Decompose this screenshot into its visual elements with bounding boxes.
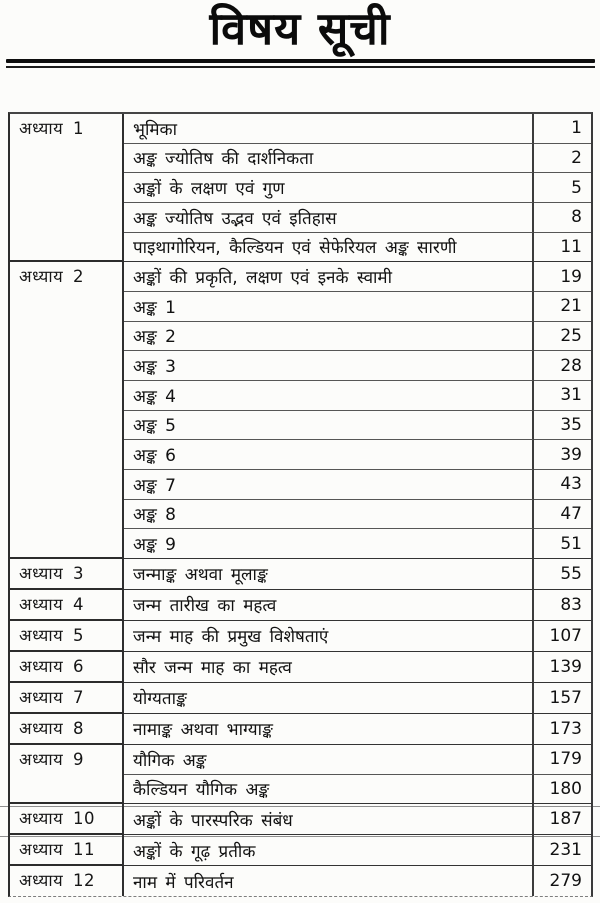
chapter-label: अध्याय 9 — [19, 749, 84, 769]
page-number: 21 — [560, 296, 582, 317]
page-number-cell — [534, 683, 591, 714]
chapter-cell — [10, 262, 124, 559]
page-number: 31 — [560, 385, 582, 406]
chapter-cell — [10, 652, 124, 683]
topic-text: अङ्क 3 — [133, 357, 176, 378]
topic-text: अङ्कों के लक्षण एवं गुण — [133, 179, 285, 200]
page-number-cell — [534, 835, 591, 866]
topic-text: अङ्क 5 — [133, 416, 176, 437]
page-number-cell — [534, 804, 591, 835]
page-number-cell — [534, 775, 591, 805]
page-number-cell — [534, 233, 591, 263]
page-number-cell — [534, 652, 591, 683]
page-number: 107 — [549, 625, 582, 646]
chapter-label: अध्याय 7 — [19, 687, 84, 707]
page-number-cell — [534, 322, 591, 352]
topic-cell — [124, 144, 534, 174]
topic-text: अङ्क 6 — [133, 446, 176, 467]
topic-text: अङ्कों की प्रकृति, लक्षण एवं इनके स्वामी — [133, 268, 392, 289]
chapter-cell — [10, 683, 124, 714]
topic-text: भूमिका — [133, 119, 177, 140]
topic-text: नाम में परिवर्तन — [133, 872, 234, 893]
page-number: 8 — [571, 207, 582, 228]
page-number: 51 — [560, 533, 582, 554]
topic-cell — [124, 440, 534, 470]
title-divider-thin-line — [6, 66, 595, 68]
page-number-cell — [534, 144, 591, 174]
toc-table — [8, 112, 593, 897]
page-number-cell — [534, 470, 591, 500]
chapter-label: अध्याय 5 — [19, 625, 84, 645]
chapter-label: अध्याय 12 — [19, 871, 95, 891]
topic-text: अङ्क 7 — [133, 475, 176, 496]
topic-cell — [124, 114, 534, 144]
topic-cell — [124, 775, 534, 805]
topic-text: जन्म माह की प्रमुख विशेषताएं — [133, 627, 329, 648]
topic-cell — [124, 351, 534, 381]
topic-text: यौगिक अङ्क — [133, 750, 207, 771]
chapter-cell — [10, 559, 124, 590]
chapter-label: अध्याय 2 — [19, 267, 84, 287]
topic-cell — [124, 529, 534, 559]
topic-text: अङ्क 1 — [133, 297, 176, 318]
page-number: 2 — [571, 147, 582, 168]
topic-cell — [124, 621, 534, 652]
topic-cell — [124, 233, 534, 263]
chapter-cell — [10, 114, 124, 262]
page-number: 279 — [549, 871, 582, 892]
topic-cell — [124, 411, 534, 441]
chapter-label: अध्याय 11 — [19, 840, 95, 860]
chapter-cell — [10, 835, 124, 866]
page-number: 11 — [560, 236, 582, 257]
page-number-cell — [534, 173, 591, 203]
page-number-cell — [534, 714, 591, 745]
topic-cell — [124, 835, 534, 866]
topic-cell — [124, 652, 534, 683]
page-number: 157 — [549, 687, 582, 708]
topic-cell — [124, 262, 534, 292]
topic-cell — [124, 322, 534, 352]
topic-cell — [124, 292, 534, 322]
page-number-cell — [534, 866, 591, 896]
title-divider — [6, 59, 595, 68]
page-number-cell — [534, 500, 591, 530]
topic-text: नामाङ्क अथवा भाग्याङ्क — [133, 720, 273, 741]
page-number-cell — [534, 411, 591, 441]
page-number: 139 — [549, 656, 582, 677]
topic-text: जन्म तारीख का महत्व — [133, 596, 277, 617]
topic-text: अङ्क ज्योतिष की दार्शनिकता — [133, 149, 314, 170]
page-number: 231 — [549, 840, 582, 861]
page-number-cell — [534, 351, 591, 381]
topic-cell — [124, 804, 534, 835]
chapter-label: अध्याय 8 — [19, 718, 84, 738]
topic-text: अङ्कों के गूढ़ प्रतीक — [133, 841, 256, 862]
topic-cell — [124, 381, 534, 411]
page-title: विषय सूची — [209, 2, 391, 55]
page-number-cell — [534, 745, 591, 775]
page-number: 35 — [560, 414, 582, 435]
chapter-cell — [10, 745, 124, 804]
topic-text: जन्माङ्क अथवा मूलाङ्क — [133, 565, 268, 586]
page-number-cell — [534, 203, 591, 233]
page-number: 187 — [549, 809, 582, 830]
page-number-cell — [534, 590, 591, 621]
topic-text: अङ्क ज्योतिष उद्भव एवं इतिहास — [133, 208, 337, 229]
page-number: 179 — [549, 749, 582, 770]
topic-cell — [124, 470, 534, 500]
topic-cell — [124, 203, 534, 233]
chapter-label: अध्याय 4 — [19, 594, 84, 614]
topic-cell — [124, 866, 534, 896]
chapter-cell — [10, 621, 124, 652]
chapter-label: अध्याय 3 — [19, 563, 84, 583]
topic-text: अङ्क 2 — [133, 327, 176, 348]
page-number-cell — [534, 529, 591, 559]
page-number: 28 — [560, 355, 582, 376]
topic-cell — [124, 683, 534, 714]
topic-text: सौर जन्म माह का महत्व — [133, 658, 292, 679]
topic-text: अङ्क 8 — [133, 505, 176, 526]
topic-text: अङ्क 4 — [133, 386, 176, 407]
page-number: 43 — [560, 474, 582, 495]
page-number-cell — [534, 621, 591, 652]
page-number-cell — [534, 440, 591, 470]
topic-cell — [124, 590, 534, 621]
topic-cell — [124, 173, 534, 203]
title-divider-thick-line — [6, 59, 595, 63]
topic-cell — [124, 745, 534, 775]
chapter-label: अध्याय 6 — [19, 656, 84, 676]
page-number: 180 — [549, 778, 582, 799]
page-number-cell — [534, 114, 591, 144]
page-number: 55 — [560, 563, 582, 584]
page-number-cell — [534, 381, 591, 411]
chapter-label: अध्याय 10 — [19, 809, 95, 829]
page-number: 83 — [560, 594, 582, 615]
topic-cell — [124, 714, 534, 745]
chapter-cell — [10, 714, 124, 745]
page-number: 173 — [549, 718, 582, 739]
chapter-cell — [10, 804, 124, 835]
chapter-label: अध्याय 1 — [19, 119, 84, 138]
chapter-cell — [10, 866, 124, 896]
page-number: 25 — [560, 325, 582, 346]
page-number: 19 — [560, 266, 582, 287]
topic-text: योग्यताङ्क — [133, 689, 187, 710]
page-number: 1 — [571, 118, 582, 139]
page-number: 47 — [560, 503, 582, 524]
page-number-cell — [534, 292, 591, 322]
page-number-cell — [534, 559, 591, 590]
topic-text: अङ्कों के पारस्परिक संबंध — [133, 810, 293, 831]
topic-text: अङ्क 9 — [133, 535, 176, 556]
topic-text: कैल्डियन यौगिक अङ्क — [133, 780, 270, 801]
page-number: 39 — [560, 444, 582, 465]
topic-text: पाइथागोरियन, कैल्डियन एवं सेफेरियल अङ्क सारणी — [133, 238, 457, 259]
topic-cell — [124, 500, 534, 530]
chapter-cell — [10, 590, 124, 621]
page-number-cell — [534, 262, 591, 292]
page-number: 5 — [571, 177, 582, 198]
topic-cell — [124, 559, 534, 590]
